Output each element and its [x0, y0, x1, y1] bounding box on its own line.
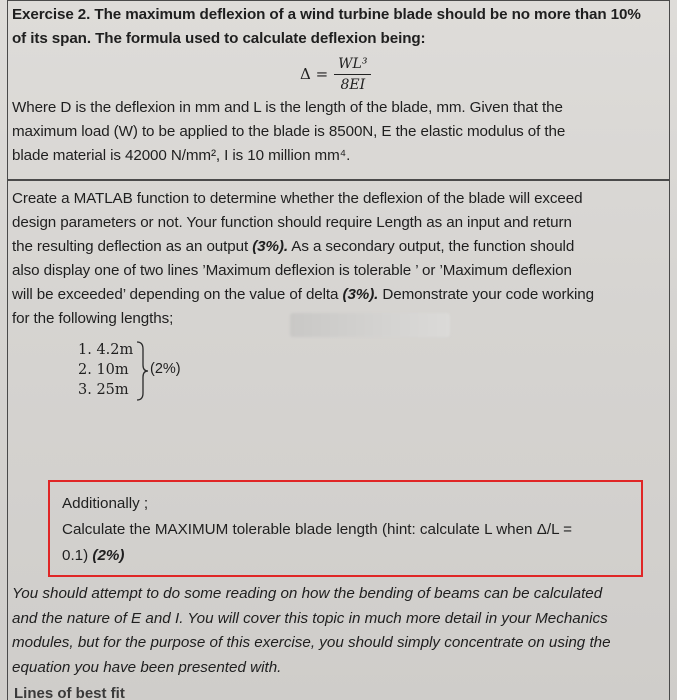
additional-line-2: Calculate the MAXIMUM tolerable blade length (hint: calculate L when Δ/L =: [62, 521, 573, 538]
additional-line-1: Additionally ;: [62, 495, 149, 512]
intro-line-2: of its span. The formula used to calculate deflexion being:: [12, 30, 426, 47]
task-paragraph: [12, 187, 664, 331]
definitions-line-3: blade material is 42000 N/mm², I is 10 million mm⁴.: [12, 147, 351, 164]
lengths-list: [78, 340, 133, 400]
task-line-6: for the following lengths;: [12, 310, 174, 327]
lengths-mark: (2%): [150, 361, 181, 377]
task-line-3: the resulting deflection as an output (3%). As a secondary output, the function should: [12, 238, 575, 255]
task-line-5: will be exceeded’ depending on the value of delta (3%). Demonstrate your code working: [12, 286, 594, 303]
task-mark-2: (3%).: [342, 286, 379, 303]
length-item: 3. 25m: [78, 382, 129, 398]
exercise-label: Exercise 2.: [12, 6, 91, 23]
cutoff-heading: Lines of best fit: [14, 685, 125, 700]
formula-fraction: [334, 56, 371, 93]
deflexion-formula: [300, 52, 371, 96]
blurred-redaction: [290, 313, 450, 337]
formula-numerator: WL³: [334, 56, 371, 75]
exercise-intro: [12, 3, 664, 51]
intro-line-1: Exercise 2. The maximum deflexion of a wind turbine blade should be no more than 10%: [12, 6, 641, 23]
note-line-2: and the nature of E and I. You will cover this topic in much more detail in your Mechanics: [12, 609, 608, 627]
right-brace-icon: [135, 341, 149, 401]
note-line-3: modules, but for the purpose of this exercise, you should simply concentrate on using the: [12, 634, 611, 651]
formula-denominator: 8EI: [340, 76, 366, 93]
formula-lhs: Δ =: [300, 65, 329, 83]
length-item: 2. 10m: [78, 362, 129, 378]
reading-note: [12, 582, 611, 680]
additional-task: [62, 491, 572, 569]
task-line-1: Create a MATLAB function to determine whether the deflexion of the blade will exceed: [12, 190, 583, 207]
task-line-2: design parameters or not. Your function should require Length as an input and return: [12, 214, 572, 231]
note-line-1: You should attempt to do some reading on how the bending of beams can be calculated: [12, 585, 603, 602]
definitions-line-2: maximum load (W) to be applied to the blade is 8500N, E the elastic modulus of the: [12, 123, 566, 140]
additional-line-3: 0.1) (2%): [62, 547, 125, 564]
definitions-line-1: Where D is the deflexion in mm and L is the length of the blade, mm. Given that the: [12, 99, 563, 116]
task-mark-1: (3%).: [252, 238, 289, 255]
definitions-paragraph: [12, 96, 664, 168]
length-item: 1. 4.2m: [78, 342, 134, 358]
additional-mark: (2%): [92, 547, 125, 564]
note-line-4: equation you have been presented with.: [12, 658, 282, 676]
task-line-4: also display one of two lines ’Maximum deflexion is tolerable ’ or ’Maximum deflexion: [12, 262, 572, 279]
